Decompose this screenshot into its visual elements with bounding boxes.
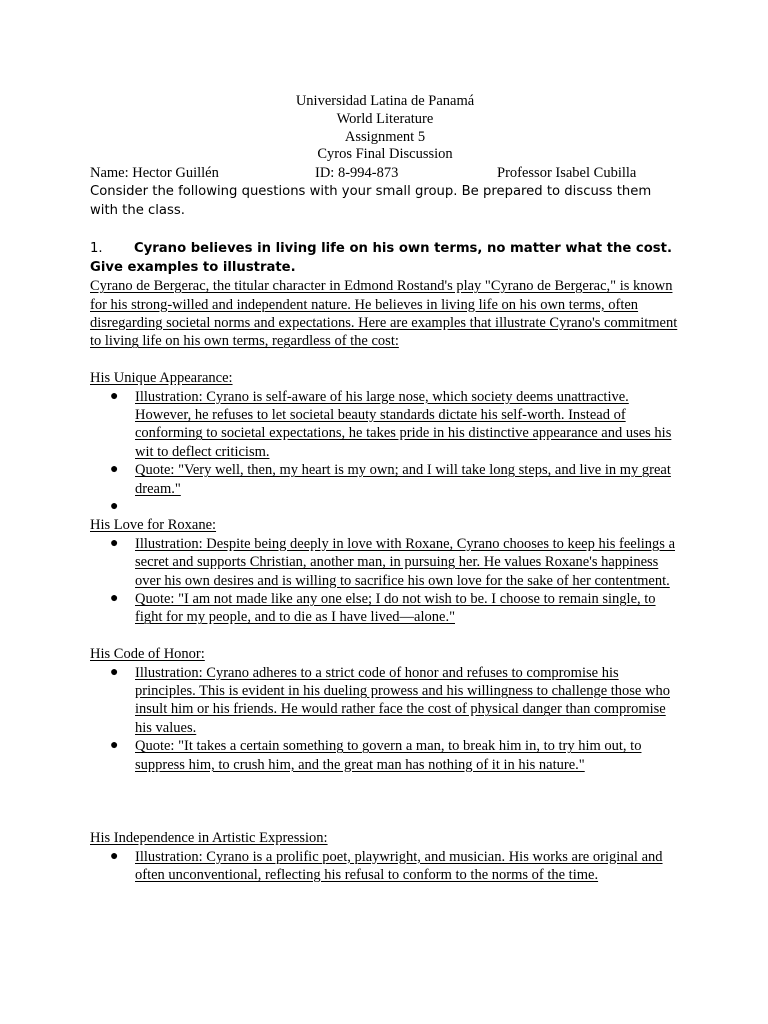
bullet-icon: ● (110, 535, 119, 551)
section-title: His Unique Appearance: (90, 370, 233, 387)
student-name: Name: Hector Guillén (90, 165, 219, 182)
section-title: His Independence in Artistic Expression: (90, 830, 328, 847)
list-item (110, 388, 680, 462)
blank-space (90, 774, 680, 829)
bullet-text: Quote: "It takes a certain something to govern a man, to break him in, to try him out, to suppress him, to crush him, and the great man has nothing of it in his nature." (135, 738, 642, 773)
instructions: Consider the following questions with your small group. Be prepared to discuss them with the class. (90, 184, 652, 219)
section-title: His Code of Honor: (90, 646, 205, 663)
bullet-icon: ● (110, 738, 119, 754)
section-code-of-honor (90, 645, 680, 774)
bullet-icon: ● (110, 499, 119, 515)
question-text: Cyrano believes in living life on his own terms, no matter what the cost. Give examples to illustrate. (90, 241, 672, 276)
bullet-list (90, 664, 680, 774)
answer-intro: Cyrano de Bergerac, the titular character in Edmond Rostand's play "Cyrano de Bergerac," is known for his strong-willed and independent nature. He believes in living life on his own terms, often disregarding societal norms and expectations. Here are examples that illustrate Cyrano's commitment to living life on his own terms, regardless of the cost: (90, 278, 678, 350)
course-name: World Literature (336, 110, 434, 127)
bullet-list (90, 535, 680, 627)
student-info-row (90, 164, 680, 182)
bullet-text: Quote: "I am not made like any one else; I do not wish to be. I choose to remain single, to fight for my people, and to die as I have lived—alone." (135, 591, 656, 626)
bullet-text: Illustration: Cyrano is self-aware of his large nose, which society deems unattractive. However, he refuses to let societal beauty standards dictate his self-worth. Instead of conforming to societal expectations, he takes pride in his distinctive appearance and uses his wit to deflect criticism. (135, 388, 672, 460)
bullet-text: Illustration: Cyrano is a prolific poet, playwright, and musician. His works are original and often unconventional, reflecting his refusal to conform to the norms of the time. (135, 848, 663, 883)
list-item (110, 498, 680, 516)
assignment-topic: Cyros Final Discussion (317, 146, 453, 163)
bullet-icon: ● (110, 591, 119, 607)
bullet-text: Quote: "Very well, then, my heart is my own; and I will take long steps, and live in my great dream." (135, 462, 671, 497)
bullet-text: Illustration: Despite being deeply in love with Roxane, Cyrano chooses to keep his feelings a secret and supports Christian, another man, in pursuing her. He values Roxane's happiness over his own desires and is willing to sacrifice his own love for the sake of her contentment. (135, 535, 676, 589)
assignment-title: Assignment 5 (344, 128, 426, 145)
bullet-list (90, 848, 680, 885)
list-item (110, 590, 680, 627)
list-item (110, 737, 680, 774)
university-name: Universidad Latina de Panamá (295, 93, 475, 109)
question-heading (90, 239, 680, 277)
list-item (110, 461, 680, 498)
document-page (90, 93, 680, 884)
bullet-icon: ● (110, 388, 119, 404)
list-item (110, 535, 680, 590)
list-item (110, 664, 680, 738)
section-unique-appearance (90, 369, 680, 516)
section-love-for-roxane (90, 516, 680, 626)
bullet-icon: ● (110, 462, 119, 478)
bullet-icon: ● (110, 664, 119, 680)
section-title: His Love for Roxane: (90, 517, 217, 534)
list-item (110, 848, 680, 885)
bullet-list (90, 388, 680, 517)
bullet-icon: ● (110, 848, 119, 864)
professor-name: Professor Isabel Cubilla (497, 165, 637, 182)
bullet-text: Illustration: Cyrano adheres to a strict code of honor and refuses to compromise his principles. This is evident in his dueling prowess and his willingness to challenge those who insult him or his friends. He would rather face the cost of physical danger than compromise his values. (135, 664, 670, 736)
student-id: ID: 8-994-873 (315, 165, 399, 182)
section-artistic-expression (90, 829, 680, 884)
question-number: 1. (90, 241, 103, 257)
